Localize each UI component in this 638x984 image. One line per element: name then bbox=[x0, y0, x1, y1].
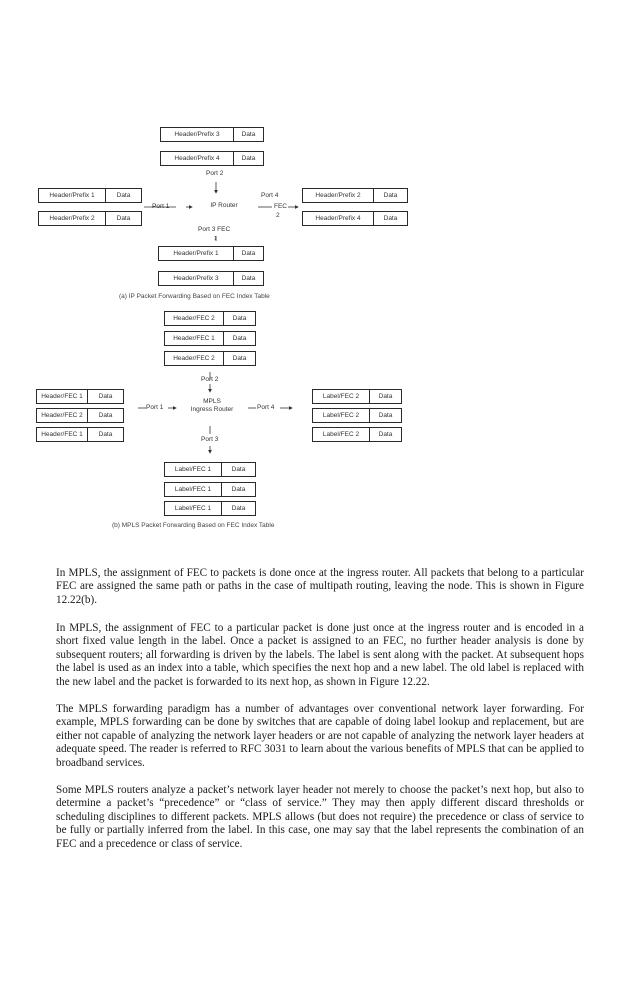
packet-header: Label/FEC 1 bbox=[165, 463, 222, 476]
packet-data: Data bbox=[241, 275, 256, 282]
packet bbox=[164, 351, 256, 366]
packet bbox=[164, 331, 256, 346]
router-label bbox=[178, 398, 246, 414]
port-label: Port 1 bbox=[152, 203, 170, 210]
packet-header: Header/FEC 1 bbox=[37, 390, 88, 403]
paragraph: In MPLS, the assignment of FEC to a particular packet is done just once at the ingress router and is encoded in a short fixed value length in the label. Once a packet is assigned to an FEC, no further header analysis is done by subsequent routers; all forwarding is driven by the labels. The label is sent along with the packet. At subsequent hops the label is used as an index into a table, which specifies the next hop and a new label. The old label is replaced with the new label and the packet is forwarded to its next hop, as shown in Figure 12.22. bbox=[56, 622, 584, 688]
packet-header: Header/Prefix 1 bbox=[39, 189, 106, 202]
packet bbox=[164, 462, 256, 477]
packet-header: Label/FEC 2 bbox=[313, 390, 370, 403]
packet-data: Data bbox=[241, 250, 256, 257]
packet bbox=[36, 408, 124, 423]
packet bbox=[312, 389, 402, 404]
packet-data: Data bbox=[241, 155, 256, 162]
port-label: Port 2 bbox=[201, 376, 219, 383]
packet-data: Data bbox=[383, 192, 398, 199]
packet-data: Data bbox=[241, 131, 256, 138]
packet bbox=[38, 211, 142, 226]
packet-header: Header/Prefix 3 bbox=[161, 128, 234, 141]
packet bbox=[36, 427, 124, 442]
packet-data: Data bbox=[98, 393, 113, 400]
packet-header: Header/FEC 2 bbox=[37, 409, 88, 422]
packet bbox=[36, 389, 124, 404]
packet-header: Header/FEC 1 bbox=[37, 428, 88, 441]
port-label: Port 4 bbox=[261, 192, 279, 199]
packet bbox=[302, 211, 408, 226]
port-label: Port 1 bbox=[146, 404, 164, 411]
packet bbox=[158, 246, 264, 261]
port-label: Port 3 FEC bbox=[198, 226, 231, 233]
figure-caption: (a) IP Packet Forwarding Based on FEC Index Table bbox=[119, 293, 270, 300]
packet-data: Data bbox=[232, 315, 247, 322]
packet-header: Header/FEC 2 bbox=[165, 312, 224, 325]
packet bbox=[312, 427, 402, 442]
paragraph: The MPLS forwarding paradigm has a number of advantages over conventional network layer forwarding. For example, MPLS forwarding can be done by switches that are capable of doing label lookup and replacement, but are either not capable of analyzing the network layer headers or are not capable of analyzing the network layer headers at adequate speed. The reader is referred to RFC 3031 to learn about the various benefits of MPLS that can be applied to broadband services. bbox=[56, 703, 584, 769]
packet-data: Data bbox=[116, 192, 131, 199]
packet-header: Header/FEC 1 bbox=[165, 332, 224, 345]
packet-header: Label/FEC 2 bbox=[313, 409, 370, 422]
port-label: Port 4 bbox=[257, 404, 275, 411]
packet bbox=[158, 271, 264, 286]
packet-header: Label/FEC 2 bbox=[313, 428, 370, 441]
packet-data: Data bbox=[383, 215, 398, 222]
packet bbox=[164, 311, 256, 326]
router-label-line1: MPLS bbox=[203, 398, 221, 405]
packet-header: Header/Prefix 2 bbox=[303, 189, 374, 202]
fec-label: FEC bbox=[274, 203, 287, 210]
port-label: Port 2 bbox=[206, 170, 224, 177]
packet-header: Header/Prefix 2 bbox=[39, 212, 106, 225]
packet-header: Header/FEC 2 bbox=[165, 352, 224, 365]
packet bbox=[302, 188, 408, 203]
packet-data: Data bbox=[116, 215, 131, 222]
packet bbox=[160, 151, 264, 166]
paragraph: Some MPLS routers analyze a packet’s network layer header not merely to choose the packet’s next hop, but also to determine a packet’s “precedence” or “class of service.” They may then apply different discard thresholds or scheduling disciplines to different packets. MPLS allows (but does not require) the precedence or class of service to be fully or partially inferred from the label. In this case, one may say that the label represents the combination of an FEC and a precedence or class of service. bbox=[56, 784, 584, 850]
packet-data: Data bbox=[232, 355, 247, 362]
router-label-line2: Ingress Router bbox=[190, 406, 234, 413]
packet-data: Data bbox=[378, 393, 393, 400]
packet bbox=[312, 408, 402, 423]
packet-header: Header/Prefix 4 bbox=[161, 152, 234, 165]
packet-data: Data bbox=[232, 335, 247, 342]
router-label: IP Router bbox=[210, 202, 238, 209]
packet-data: Data bbox=[98, 431, 113, 438]
packet-data: Data bbox=[378, 412, 393, 419]
packet-header: Header/Prefix 3 bbox=[159, 272, 234, 285]
packet-data: Data bbox=[98, 412, 113, 419]
port-label: 1 bbox=[214, 236, 217, 242]
packet-data: Data bbox=[378, 431, 393, 438]
packet-data: Data bbox=[231, 486, 246, 493]
packet-data: Data bbox=[231, 466, 246, 473]
packet-header: Header/Prefix 1 bbox=[159, 247, 234, 260]
port-label: Port 3 bbox=[201, 436, 219, 443]
packet bbox=[38, 188, 142, 203]
fec-label: 2 bbox=[276, 212, 280, 219]
packet-header: Header/Prefix 4 bbox=[303, 212, 374, 225]
packet bbox=[164, 501, 256, 516]
packet-header: Label/FEC 1 bbox=[165, 502, 222, 515]
packet bbox=[160, 127, 264, 142]
paragraph: In MPLS, the assignment of FEC to packets is done once at the ingress router. All packets that belong to a particular FEC are assigned the same path or paths in the case of multipath routing, leaving the node. This is shown in Figure 12.22(b). bbox=[56, 567, 584, 606]
packet bbox=[164, 482, 256, 497]
packet-header: Label/FEC 1 bbox=[165, 483, 222, 496]
packet-data: Data bbox=[231, 505, 246, 512]
figure-caption: (b) MPLS Packet Forwarding Based on FEC Index Table bbox=[112, 522, 275, 529]
